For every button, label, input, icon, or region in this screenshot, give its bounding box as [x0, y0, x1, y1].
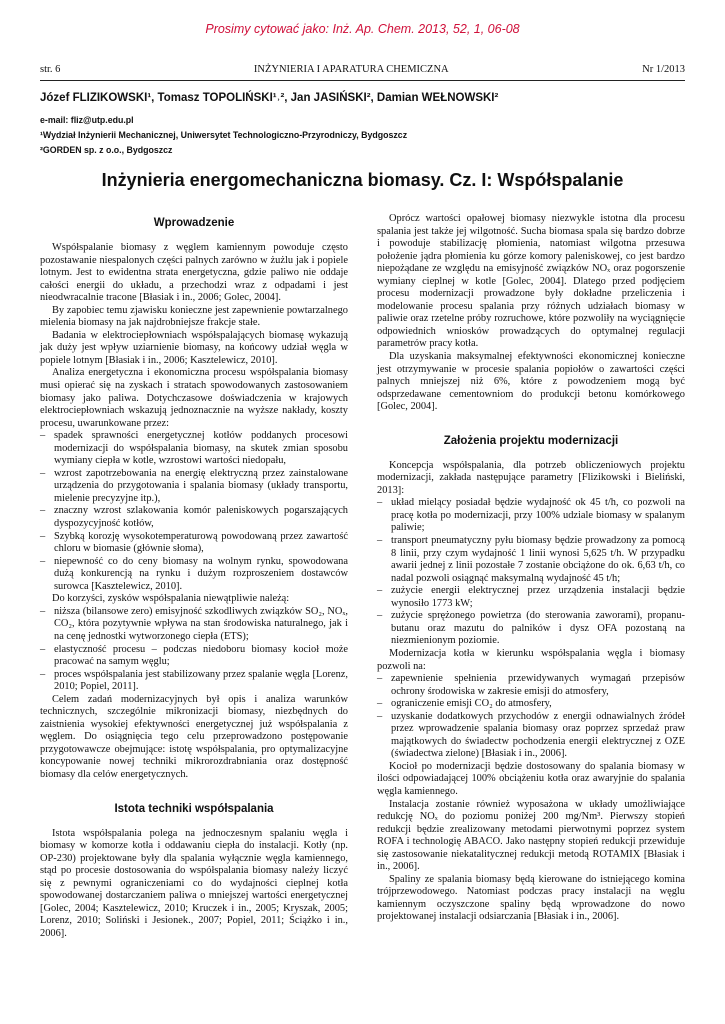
list-item: – wzrost zapotrzebowania na energię elektryczną przez zainstalowane urządzenia do przygotowania i spalania biomasy (układy transportu, mielenie precyzyjne itp.), — [40, 468, 348, 506]
journal-name: INŻYNIERIA I APARATURA CHEMICZNA — [253, 64, 449, 75]
costs-list — [40, 430, 348, 593]
parameters-list — [377, 497, 685, 648]
paragraph: Dla uzyskania maksymalnej efektywności ekonomicznej konieczne jest otrzymywanie w procesie spalania popiołów o zawartości części palnych mniejszej niż 6%, które z powodzeniem mogą być odsprzedawane cementowniom do produkcji betonu komórkowego [Golec, 2004]. — [377, 351, 685, 413]
list-item: – zapewnienie spełnienia przewidywanych wymagań przepisów ochrony środowiska w zakresie emisji do atmosfery, — [377, 673, 685, 698]
citation-note: Prosimy cytować jako: Inż. Ap. Chem. 2013, 52, 1, 06-08 — [205, 22, 520, 36]
benefits-list — [40, 606, 348, 694]
list-item: – zużycie sprężonego powietrza (do sterowania zaworami), propanu-butanu oraz mazutu do palników i dysz OFA pozostaną na niezmienionym poziomie. — [377, 610, 685, 648]
paper-title: Inżynieria energomechaniczna biomasy. Cz. I: Współspalanie — [101, 170, 624, 190]
paragraph: Koncepcja współspalania, dla potrzeb obliczeniowych projektu modernizacji, zakłada następujące parametry [Flizikowski i Bieliński, 2013]: — [377, 459, 685, 496]
list-item: – zużycie energii elektrycznej przez urządzenia instalacji będzie wynosiło 1773 kW; — [377, 585, 685, 610]
paragraph: Kocioł po modernizacji będzie dostosowany do spalania biomasy w ilości odpowiadającej 100% obciążeniu kotła oraz awaryjnie do spalania węgla kamiennego. — [377, 760, 685, 797]
page-number: str. 6 — [40, 64, 61, 75]
list-item: – układ mielący posiadał będzie wydajność ok 45 t/h, co pozwoli na pracę kotła po modernizacji, przy 100% udziale biomasy w spalanym paliwie; — [377, 497, 685, 535]
list-item: – transport pneumatyczny pyłu biomasy będzie prowadzony za pomocą 8 linii, przy czym wydajność 1 linii wynosi 5,625 t/h. W przypadku awarii jednej z linii pozostałe 7 zostanie obciążone do ok. 6,63 t/h, co nadal pozwoli osiągnąć maksymalną wydajność 45 t/h; — [377, 535, 685, 585]
section-heading-introduction: Wprowadzenie — [153, 217, 235, 229]
paragraph: Istota współspalania polega na jednoczesnym spalaniu węgla i biomasy w komorze kotła i oddawaniu ciepła do instalacji. Kotły (np. OP-230) projektowane były dla spalania wyłącznie węgla kamiennego, stąd po procesie dostosowania do współspalania biomasy należy liczyć się z pewnymi ograniczeniami co do wydajności cieplnej kotła spowodowanej dostarczaniem paliwa o mniejszej wartości energetycznej [Golec, 2004; Kasztelewicz, 2010; Kruczek i in., 2005; Kryszak, 2005; Lorenz, 2010; Soliński i Jesionek., 2007; Popiel, 2011; Ściążko i in., 2006]. — [40, 827, 348, 939]
list-item: – ograniczenie emisji CO₂ do atmosfery, — [377, 698, 685, 711]
paragraph: By zapobiec temu zjawisku konieczne jest zapewnienie powtarzalnego mielenia biomasy na jak najdrobniejsze frakcje stałe. — [40, 304, 348, 329]
affiliation-1: ¹Wydział Inżynierii Mechanicznej, Uniwersytet Technologiczno-Przyrodniczy, Bydgoszcz — [40, 130, 408, 140]
list-item: – Szybką korozję wysokotemperaturową powodowaną przez zawartość chloru w biomasie (głównie słoma), — [40, 531, 348, 556]
paragraph: Instalacja zostanie również wyposażona w układy umożliwiające redukcję NOₓ do poziomu poniżej 200 mg/Nm³. Pierwszy stopień redukcji będzie zrealizowany metodami pierwotnymi poprzez system ROFA i technologię ABACO. Jako następny stopień redukcji przewiduje się zastosowanie niekatalitycznej redukcji metodą ROTAMIX [Błasiak i in., 2006]. — [377, 798, 685, 873]
paragraph: Modernizacja kotła w kierunku współspalania węgla i biomasy pozwoli na: — [377, 647, 685, 672]
issue-number: Nr 1/2013 — [642, 64, 685, 75]
paragraph: Analiza energetyczna i ekonomiczna procesu współspalania biomasy musi opierać się na zyskach i stratach spowodowanych zastosowaniem biomasy jako paliwa. Dotychczasowe doświadczenia w krajowych elektrociepłowniach wskazują jednoznacznie na wyższe nakłady, koszty procesu, uwarunkowane przez: — [40, 367, 348, 429]
list-item: – spadek sprawności energetycznej kotłów poddanych procesowi modernizacji do współspalania biomasy, na skutek zmian sposobu wymiany ciepła w kotle, wzrostowi wartości niedopału, — [40, 430, 348, 468]
list-item: – znaczny wzrost szlakowania komór paleniskowych pogarszających dyspozycyjność kotłów, — [40, 505, 348, 530]
paragraph: Współspalanie biomasy z węglem kamiennym powoduje często pozostawanie niespalonych części palnych zarówno w żużlu jak i popiele lotnym. Jest to ewidentna strata energetyczna, gdzie paliwo nie oddaje całości energii do układu, a przechodzi wraz z odpadami i jest nieodwracalnie tracone [Błasiak i in., 2006; Golec, 2004]. — [40, 242, 348, 304]
list-item: – uzyskanie dodatkowych przychodów z energii odnawialnych źródeł przez wprowadzenie spalania biomasy oraz poprzez sprzedaż praw majątkowych do świadectw pochodzenia energii elektrycznej z OZE (świadectwa zielone) [Błasiak i in., 2006]. — [377, 711, 685, 761]
paragraph: Spaliny ze spalania biomasy będą kierowane do istniejącego komina trójprzewodowego. Natomiast podczas pracy instalacji na węglu kamiennym oczyszczone spaliny będą wprowadzone do nowo projektowanej instalacji odsiarczania [Błasiak i in., 2006]. — [377, 873, 685, 923]
affiliation-2: ²GORDEN sp. z o.o., Bydgoszcz — [40, 145, 173, 155]
section-heading-project: Założenia projektu modernizacji — [443, 434, 619, 447]
right-column — [377, 213, 685, 924]
section-heading-cofiring: Istota techniki współspalania — [114, 802, 274, 815]
paragraph: Badania w elektrociepłowniach współspalających biomasę wykazują jak duży jest wpływ uziarnienie biomasy, na końcowy udział węgla w popiele lotnym [Błasiak i in., 2006; Kasztelewicz, 2010]. — [40, 329, 348, 366]
header-rule — [40, 80, 685, 81]
paragraph: Celem zadań modernizacyjnych był opis i analiza warunków technicznych, szczególnie mikronizacji biomasy, niezbędnych do zaistnienia wysokiej efektywności energetycznej już współspalania z węglem. Do osiągnięcia tego celu przeprowadzono postępowanie przygotowawcze obejmujące: istotę współspalania, pro optymalizacyjne koncypowanie nowej techniki mikrorozdrabniania oraz dostępność biomasy dla celów energetycznych. — [40, 693, 348, 780]
running-header — [40, 64, 685, 75]
list-item: – niższa (bilansowe zero) emisyjność szkodliwych związków SO₂, NOₓ, CO₂, która pozytywnie wpływa na stan środowiska naturalnego, jak i na cenę jednostki wytworzonego ciepła (ETS); — [40, 606, 348, 644]
email: e-mail: fliz@utp.edu.pl — [40, 115, 134, 125]
list-item: – elastyczność procesu – podczas niedoboru biomasy kocioł może pracować na samym węglu; — [40, 644, 348, 669]
authors: Józef FLIZIKOWSKI¹, Tomasz TOPOLIŃSKI¹˒², Jan JASIŃSKI², Damian WEŁNOWSKI² — [40, 92, 499, 104]
modernization-list — [377, 673, 685, 761]
paragraph: Oprócz wartości opałowej biomasy niezwykle istotna dla procesu spalania jest także jej wilgotność. Sucha biomasa spala się bardzo dobrze i powoduje stabilizację płomienia, natomiast wilgotna przesuwa położenie jądra płomienia ku górze komory paleniskowej, co jest bardzo niepożądane ze względu na emisyjność związków NOₓ oraz pogorszenie wymiany cieplnej w kotle [Golec, 2004]. Dlatego przed podjęciem procesu modernizacji prowadzone były dokładne przeliczenia i modelowanie procesu spalania przy różnych udziałach biomasy w paliwie oraz rzetelne próby rozruchowe, które pozwoliły na wyciągnięcie odpowiednich wniosków prowadzących do optymalnej regulacji parametrów pracy kotła. — [377, 213, 685, 350]
list-item: – proces współspalania jest stabilizowany przez spalanie węgla [Lorenz, 2010; Popiel, 2011]. — [40, 669, 348, 694]
list-item: – niepewność co do ceny biomasy na wolnym rynku, spowodowana dużą konkurencją na rynku i dużym rozproszeniem dostawców surowca [Kasztelewicz, 2010]. — [40, 556, 348, 594]
paragraph: Do korzyści, zysków współspalania niewątpliwie należą: — [52, 593, 290, 605]
left-column — [40, 213, 348, 940]
